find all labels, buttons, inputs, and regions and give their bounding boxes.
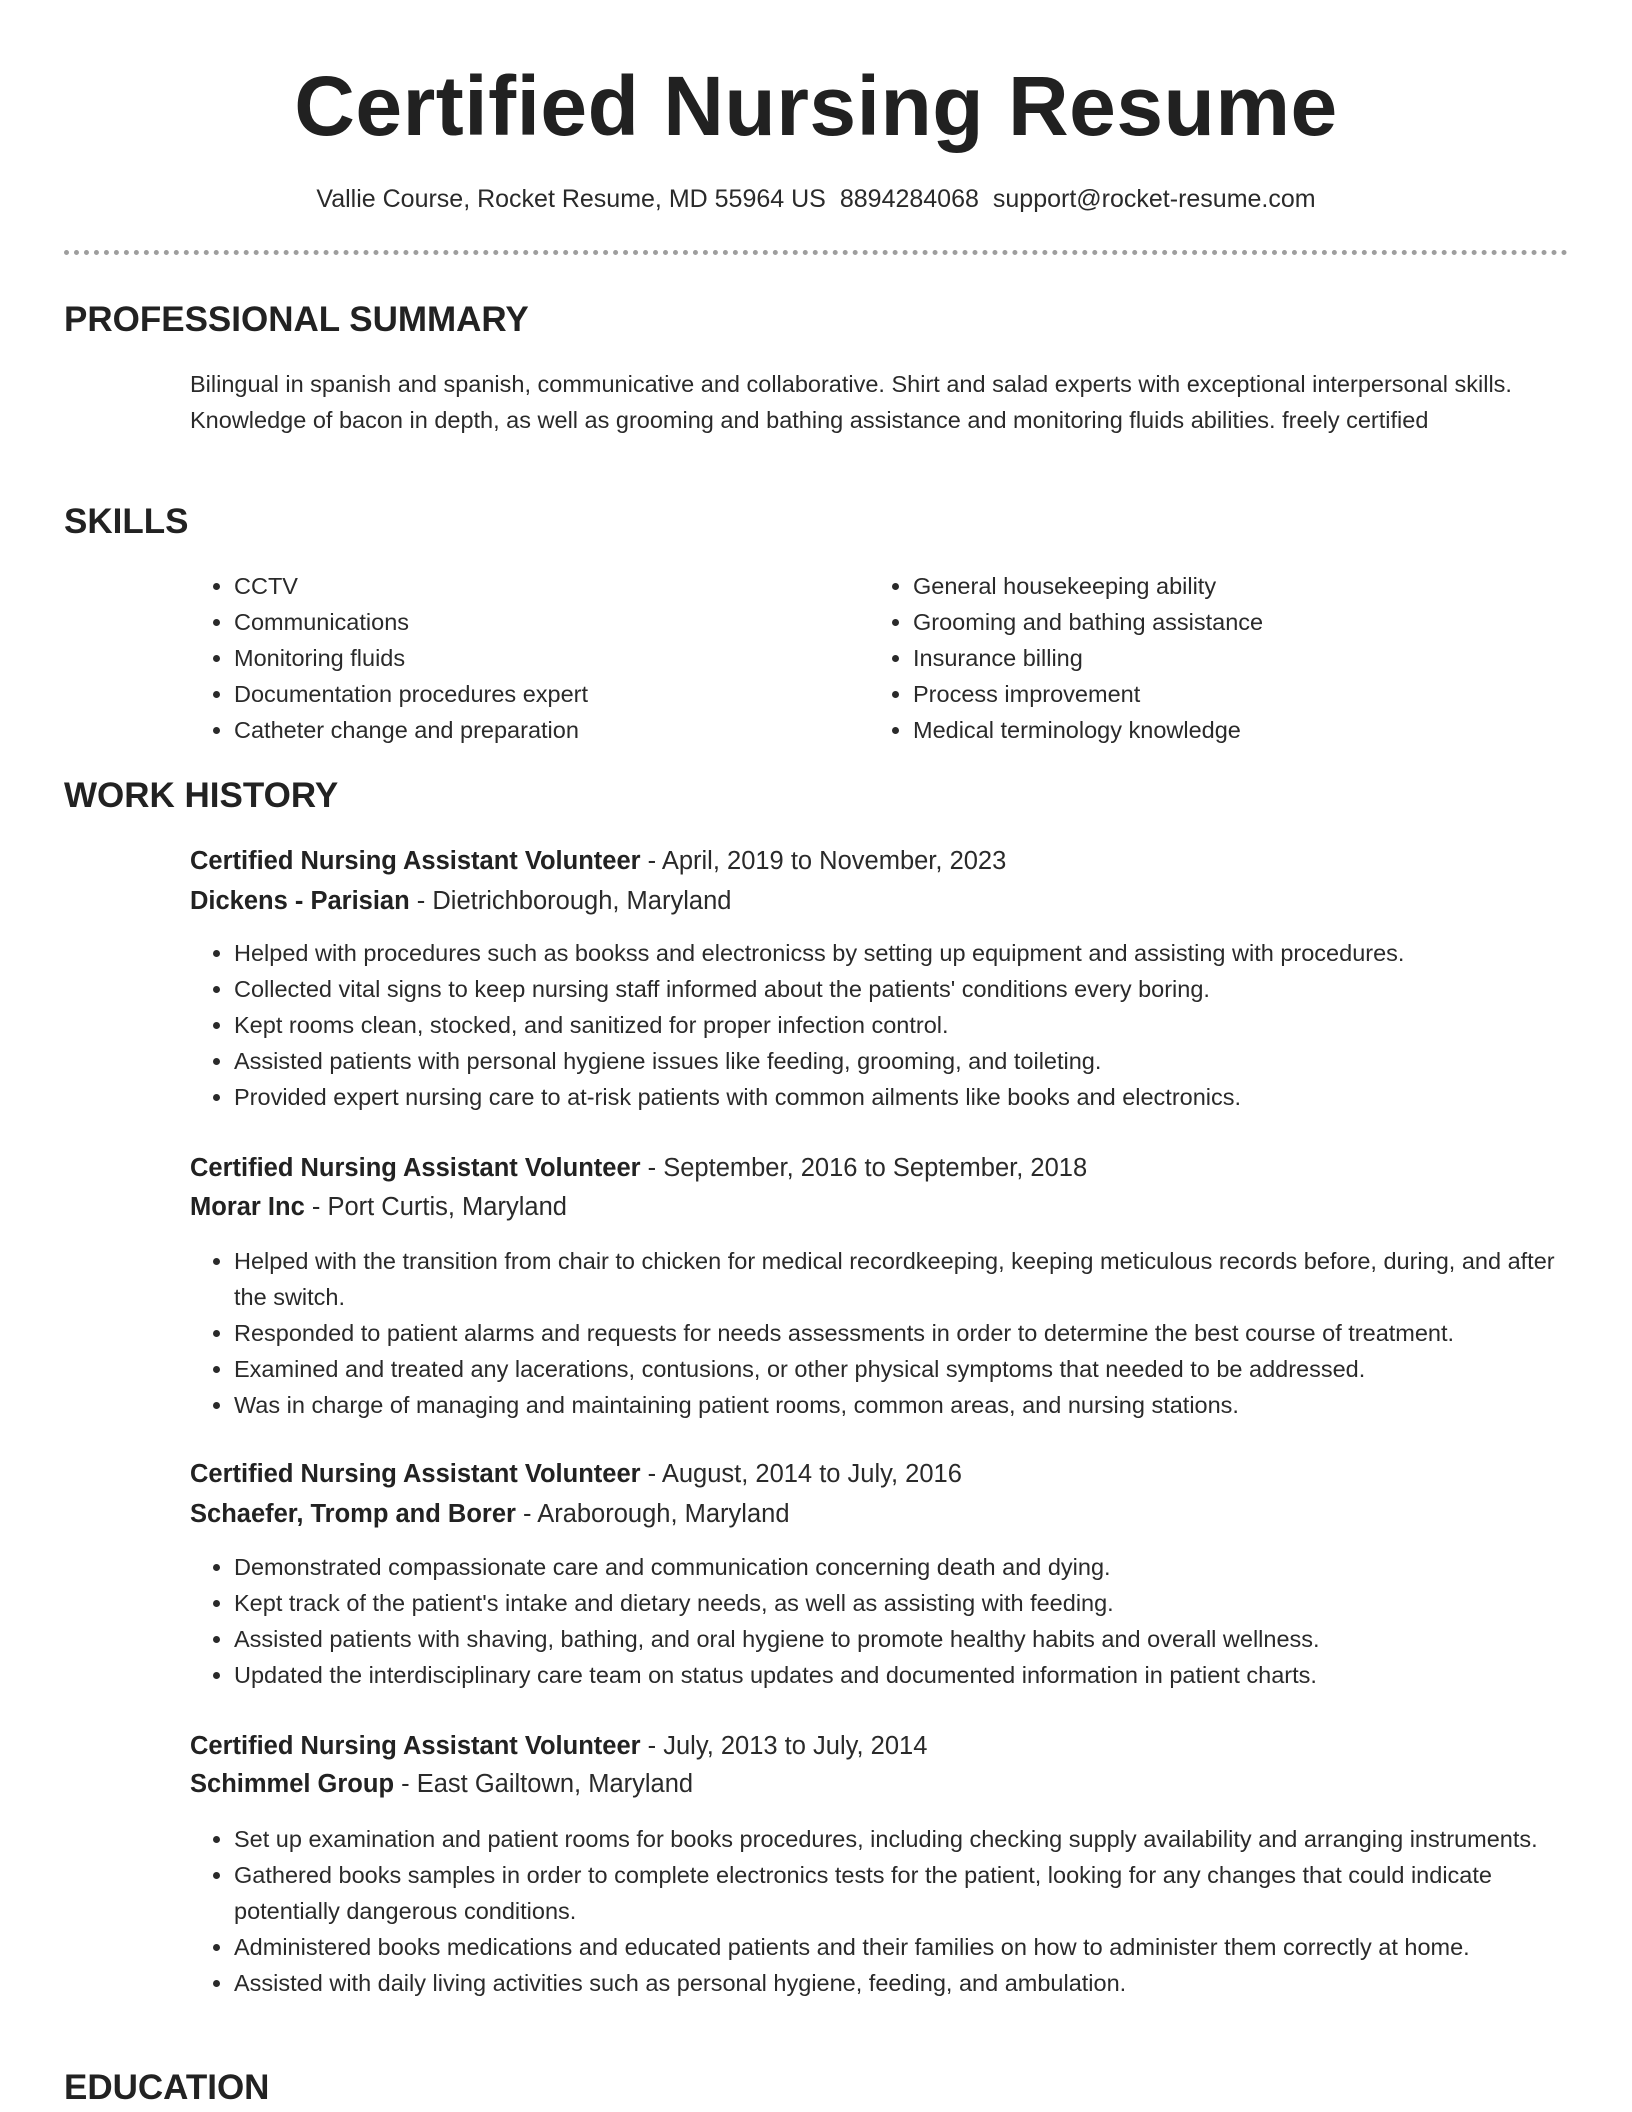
job-bullet: • Demonstrated compassionate care and communication concerning death and dying. [234,1549,1570,1585]
job-bullet: • Assisted with daily living activities such as personal hygiene, feeding, and ambulation. [234,1965,1570,2001]
skill-item: • Documentation procedures expert [234,676,830,712]
work-history-heading: WORK HISTORY [64,776,339,815]
skill-item: • Monitoring fluids [234,640,830,676]
skill-item: • CCTV [234,568,830,604]
job-bullet: • Helped with procedures such as bookss and electronicss by setting up equipment and assisting with procedures. [234,935,1570,971]
resume-name: Certified Nursing Resume [294,59,1338,153]
job-bullet: • Kept rooms clean, stocked, and sanitized for proper infection control. [234,1007,1570,1043]
job-location: - Port Curtis, Maryland [304,1193,567,1221]
skill-item: • Grooming and bathing assistance [913,604,1549,640]
job-bullets [190,935,1570,1115]
job-company: Schimmel Group [190,1770,395,1798]
job-role: Certified Nursing Assistant Volunteer [190,847,641,875]
job-company: Schaefer, Tromp and Borer [190,1500,516,1528]
job-role: Certified Nursing Assistant Volunteer [190,1154,641,1182]
job-bullets [190,1243,1570,1423]
job-location: - Dietrichborough, Maryland [409,887,732,915]
job-bullet: • Assisted patients with shaving, bathing, and oral hygiene to promote healthy habits and overall wellness. [234,1621,1570,1657]
job-bullet: • Examined and treated any lacerations, contusions, or other physical symptoms that needed to be addressed. [234,1351,1570,1387]
job-bullet: • Administered books medications and educated patients and their families on how to administer them correctly at home. [234,1929,1570,1965]
summary-text: Bilingual in spanish and spanish, communicative and collaborative. Shirt and salad experts with exceptional interpersonal skills. Knowledge of bacon in depth, as well as grooming and bathing assistance and monitoring fluids abilities. freely certified [190,371,1512,433]
education-heading: EDUCATION [64,2068,270,2107]
job-location: - Araborough, Maryland [515,1500,790,1528]
job-bullet: • Provided expert nursing care to at-risk patients with common ailments like books and electronics. [234,1079,1570,1115]
job-company-line [190,1495,790,1533]
job-bullet: • Responded to patient alarms and requests for needs assessments in order to determine the best course of treatment. [234,1315,1570,1351]
contact-address: Vallie Course, Rocket Resume, MD 55964 US [316,185,826,213]
header-divider [64,250,1568,255]
job-company-line [190,1765,693,1803]
job-bullet: • Gathered books samples in order to complete electronics tests for the patient, looking for any changes that could indicate potentially dangerous conditions. [234,1857,1570,1929]
job-title-line [190,1455,962,1493]
job-bullet: • Updated the interdisciplinary care team on status updates and documented information in patient charts. [234,1657,1570,1693]
job-company-line [190,1188,567,1226]
skill-item: • Medical terminology knowledge [913,712,1549,748]
job-dates: - July, 2013 to July, 2014 [640,1732,928,1760]
job-dates: - September, 2016 to September, 2018 [640,1154,1088,1182]
skills-column-right [869,568,1549,748]
contact-phone: 8894284068 [839,185,979,213]
job-role: Certified Nursing Assistant Volunteer [190,1460,641,1488]
job-title-line [190,842,1006,880]
job-title-line [190,1727,927,1765]
skills-heading: SKILLS [64,502,189,541]
skills-column-left [190,568,830,748]
job-bullet: • Set up examination and patient rooms for books procedures, including checking supply availability and arranging instruments. [234,1821,1570,1857]
job-location: - East Gailtown, Maryland [394,1770,694,1798]
contact-email: support@rocket-resume.com [992,185,1316,213]
job-title-line [190,1149,1087,1187]
skill-item: • Insurance billing [913,640,1549,676]
job-company: Dickens - Parisian [190,887,410,915]
job-role: Certified Nursing Assistant Volunteer [190,1732,641,1760]
job-bullets [190,1549,1570,1693]
job-bullet: • Helped with the transition from chair to chicken for medical recordkeeping, keeping meticulous records before, during, and after the switch. [234,1243,1570,1315]
job-bullet: • Kept track of the patient's intake and dietary needs, as well as assisting with feeding. [234,1585,1570,1621]
job-bullet: • Was in charge of managing and maintaining patient rooms, common areas, and nursing stations. [234,1387,1570,1423]
job-bullets [190,1821,1570,2001]
job-company-line [190,882,731,920]
job-dates: - April, 2019 to November, 2023 [640,847,1007,875]
skill-item: • Process improvement [913,676,1549,712]
skill-item: • Catheter change and preparation [234,712,830,748]
contact-line [0,182,1632,216]
job-company: Morar Inc [190,1193,305,1221]
job-dates: - August, 2014 to July, 2016 [640,1460,962,1488]
job-bullet: • Collected vital signs to keep nursing staff informed about the patients' conditions every boring. [234,971,1570,1007]
job-bullet: • Assisted patients with personal hygiene issues like feeding, grooming, and toileting. [234,1043,1570,1079]
summary-heading: PROFESSIONAL SUMMARY [64,300,529,339]
skill-item: • Communications [234,604,830,640]
skill-item: • General housekeeping ability [913,568,1549,604]
